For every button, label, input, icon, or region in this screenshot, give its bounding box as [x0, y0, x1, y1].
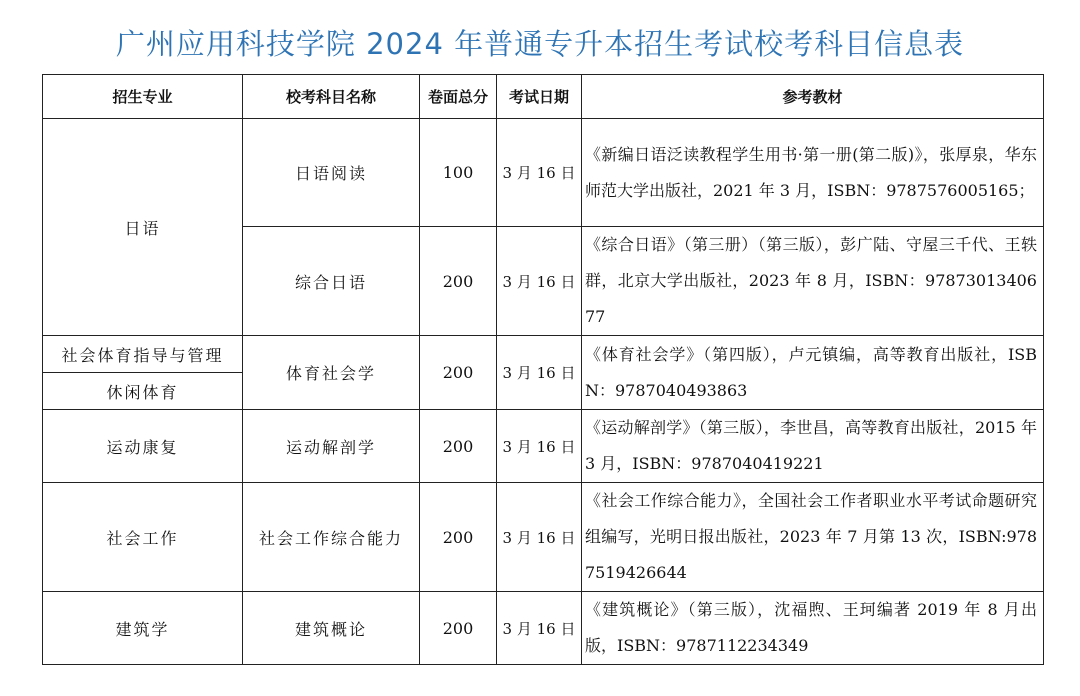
score-cell: 200	[420, 410, 497, 483]
header-reference: 参考教材	[582, 75, 1044, 119]
table-row	[43, 336, 1044, 373]
subject-cell: 综合日语	[243, 227, 420, 336]
major-cell: 休闲体育	[43, 373, 243, 410]
date-cell: 3 月 16 日	[497, 592, 582, 665]
major-cell: 建筑学	[43, 592, 243, 665]
score-cell: 200	[420, 336, 497, 410]
reference-cell: 《建筑概论》（第三版），沈福煦、王珂编著 2019 年 8 月出版，ISBN：9787112234349	[582, 592, 1044, 665]
date-cell: 3 月 16 日	[497, 336, 582, 410]
date-cell: 3 月 16 日	[497, 119, 582, 227]
table-row	[43, 483, 1044, 592]
table-row	[43, 410, 1044, 483]
reference-cell: 《体育社会学》（第四版），卢元镇编，高等教育出版社，ISBN：9787040493863	[582, 336, 1044, 410]
date-cell: 3 月 16 日	[497, 227, 582, 336]
date-cell: 3 月 16 日	[497, 410, 582, 483]
subject-cell: 社会工作综合能力	[243, 483, 420, 592]
reference-cell: 《运动解剖学》（第三版），李世昌，高等教育出版社，2015 年 3 月，ISBN：9787040419221	[582, 410, 1044, 483]
subject-cell: 体育社会学	[243, 336, 420, 410]
header-major: 招生专业	[43, 75, 243, 119]
date-cell: 3 月 16 日	[497, 483, 582, 592]
major-cell: 日语	[43, 119, 243, 336]
subject-cell: 日语阅读	[243, 119, 420, 227]
header-score: 卷面总分	[420, 75, 497, 119]
score-cell: 200	[420, 227, 497, 336]
score-cell: 200	[420, 592, 497, 665]
reference-cell: 《综合日语》（第三册）（第三版），彭广陆、守屋三千代、王轶群，北京大学出版社，2023 年 8 月，ISBN：9787301340677	[582, 227, 1044, 336]
subject-cell: 建筑概论	[243, 592, 420, 665]
table-header-row	[43, 75, 1044, 119]
reference-cell: 《新编日语泛读教程学生用书·第一册(第二版)》，张厚泉，华东师范大学出版社，2021 年 3 月，ISBN：9787576005165；	[582, 119, 1044, 227]
major-cell: 社会体育指导与管理	[43, 336, 243, 373]
exam-info-table	[42, 74, 1044, 665]
table-row	[43, 119, 1044, 227]
major-cell: 运动康复	[43, 410, 243, 483]
page-title: 广州应用科技学院 2024 年普通专升本招生考试校考科目信息表	[115, 27, 965, 61]
header-date: 考试日期	[497, 75, 582, 119]
score-cell: 200	[420, 483, 497, 592]
score-cell: 100	[420, 119, 497, 227]
table-row	[43, 592, 1044, 665]
reference-cell: 《社会工作综合能力》，全国社会工作者职业水平考试命题研究组编写，光明日报出版社，2023 年 7 月第 13 次，ISBN:9787519426644	[582, 483, 1044, 592]
header-subject: 校考科目名称	[243, 75, 420, 119]
subject-cell: 运动解剖学	[243, 410, 420, 483]
major-cell: 社会工作	[43, 483, 243, 592]
